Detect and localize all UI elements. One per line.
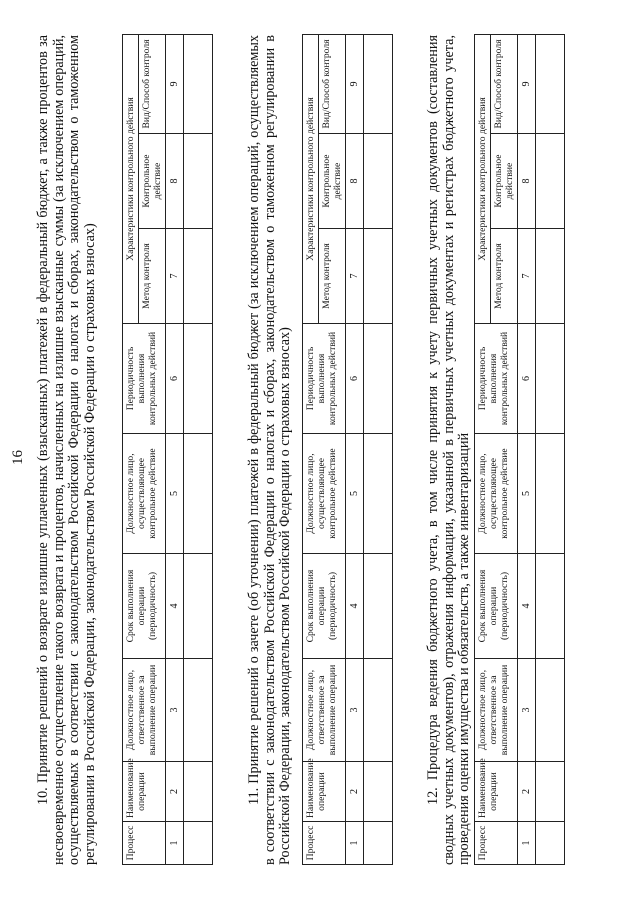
column-number: 2 bbox=[346, 762, 364, 822]
empty-cell bbox=[184, 434, 213, 554]
empty-cell bbox=[364, 34, 393, 133]
header-type: Вид/Способ контроля bbox=[491, 34, 518, 133]
empty-cell bbox=[364, 229, 393, 324]
empty-cell bbox=[184, 134, 213, 229]
column-number: 7 bbox=[166, 229, 184, 324]
column-number: 8 bbox=[518, 134, 536, 229]
column-number: 9 bbox=[346, 34, 364, 133]
empty-cell bbox=[184, 229, 213, 324]
column-number: 5 bbox=[346, 434, 364, 554]
column-number: 3 bbox=[518, 659, 536, 762]
column-number: 3 bbox=[346, 659, 364, 762]
empty-cell bbox=[536, 434, 565, 554]
section-11-text: 11. Принятие решений о зачете (об уточнении) платежей в федеральный бюджет (за исключением операций, осуществляемых в соответствии с законодательством Российской Федерации о налогах и сборах, законодательством о таможенном регулировании в Российской Федерации, законодательством Российской Федерации о страховых взносах) bbox=[246, 35, 294, 865]
header-operation-name: Наименование операции bbox=[303, 762, 346, 822]
header-deadline: Срок выполнения операции (периодичность) bbox=[123, 554, 166, 659]
empty-cell bbox=[364, 434, 393, 554]
header-action: Контрольное действие bbox=[491, 134, 518, 229]
column-number: 4 bbox=[518, 554, 536, 659]
header-frequency: Периодичность выполнения контрольных действий bbox=[123, 324, 166, 434]
empty-cell bbox=[364, 134, 393, 229]
empty-cell bbox=[364, 762, 393, 822]
column-number: 6 bbox=[346, 324, 364, 434]
section-12-text: 12. Процедура ведения бюджетного учета, в том числе принятия к учету первичных учетных документов (составления сводных учетных документов), отражения информации, указанной в первичных учетных документах и регистрах бюджетного учета, проведения оценки имущества и обязательств, а также инвентаризаций bbox=[425, 35, 473, 865]
empty-cell bbox=[536, 554, 565, 659]
header-method: Метод контроля bbox=[139, 229, 166, 324]
column-number: 8 bbox=[166, 134, 184, 229]
empty-cell bbox=[364, 324, 393, 434]
control-table-section-11 bbox=[302, 34, 393, 865]
column-number: 2 bbox=[166, 762, 184, 822]
header-controller: Должностное лицо, осуществляющее контрольное действие bbox=[475, 434, 518, 554]
header-characteristics: Характеристики контрольного действия bbox=[123, 34, 139, 323]
control-table-section-12 bbox=[474, 34, 565, 865]
empty-cell bbox=[364, 659, 393, 762]
empty-cell bbox=[184, 34, 213, 133]
column-number: 1 bbox=[346, 822, 364, 865]
column-number: 6 bbox=[166, 324, 184, 434]
control-table-section-10 bbox=[122, 34, 213, 865]
empty-cell bbox=[536, 822, 565, 865]
column-number: 5 bbox=[518, 434, 536, 554]
header-responsible: Должностное лицо, ответственное за выполнение операции bbox=[475, 659, 518, 762]
header-controller: Должностное лицо, осуществляющее контрольное действие bbox=[123, 434, 166, 554]
column-number: 6 bbox=[518, 324, 536, 434]
header-process: Процесс bbox=[303, 822, 346, 865]
column-number: 5 bbox=[166, 434, 184, 554]
empty-cell bbox=[536, 324, 565, 434]
header-type: Вид/Способ контроля bbox=[319, 34, 346, 133]
header-operation-name: Наименование операции bbox=[123, 762, 166, 822]
empty-cell bbox=[536, 229, 565, 324]
header-characteristics: Характеристики контрольного действия bbox=[475, 34, 491, 323]
header-process: Процесс bbox=[475, 822, 518, 865]
column-number: 3 bbox=[166, 659, 184, 762]
header-action: Контрольное действие bbox=[319, 134, 346, 229]
column-number: 9 bbox=[518, 34, 536, 133]
empty-cell bbox=[536, 659, 565, 762]
header-action: Контрольное действие bbox=[139, 134, 166, 229]
column-number: 4 bbox=[346, 554, 364, 659]
empty-cell bbox=[364, 822, 393, 865]
column-number: 2 bbox=[518, 762, 536, 822]
header-characteristics: Характеристики контрольного действия bbox=[303, 34, 319, 323]
column-number: 1 bbox=[518, 822, 536, 865]
empty-cell bbox=[184, 324, 213, 434]
column-number: 4 bbox=[166, 554, 184, 659]
header-type: Вид/Способ контроля bbox=[139, 34, 166, 133]
empty-cell bbox=[536, 762, 565, 822]
column-number: 7 bbox=[518, 229, 536, 324]
empty-cell bbox=[536, 134, 565, 229]
empty-cell bbox=[184, 822, 213, 865]
header-method: Метод контроля bbox=[491, 229, 518, 324]
header-deadline: Срок выполнения операции (периодичность) bbox=[475, 554, 518, 659]
column-number: 8 bbox=[346, 134, 364, 229]
header-responsible: Должностное лицо, ответственное за выполнение операции bbox=[123, 659, 166, 762]
header-frequency: Периодичность выполнения контрольных действий bbox=[475, 324, 518, 434]
header-controller: Должностное лицо, осуществляющее контрольное действие bbox=[303, 434, 346, 554]
empty-cell bbox=[184, 554, 213, 659]
column-number: 9 bbox=[166, 34, 184, 133]
empty-cell bbox=[184, 659, 213, 762]
column-number: 7 bbox=[346, 229, 364, 324]
header-deadline: Срок выполнения операции (периодичность) bbox=[303, 554, 346, 659]
column-number: 1 bbox=[166, 822, 184, 865]
page-number: 16 bbox=[10, 450, 26, 465]
header-process: Процесс bbox=[123, 822, 166, 865]
header-operation-name: Наименование операции bbox=[475, 762, 518, 822]
header-responsible: Должностное лицо, ответственное за выполнение операции bbox=[303, 659, 346, 762]
header-frequency: Периодичность выполнения контрольных действий bbox=[303, 324, 346, 434]
empty-cell bbox=[184, 762, 213, 822]
empty-cell bbox=[364, 554, 393, 659]
section-10-text: 10. Принятие решений о возврате излишне уплаченных (взысканных) платежей в федеральный бюджет, а также процентов за несвоевременное осуществление такого возврата и процентов, начисленных на излишне взысканные суммы (за исключением операций, осуществляемых в соответствии с законодательством Российской Федерации о налогах и сборах, законодательством о таможенном регулировании в Российской Федерации, законодательством Российской Федерации о страховых взносах) bbox=[35, 35, 98, 865]
empty-cell bbox=[536, 34, 565, 133]
header-method: Метод контроля bbox=[319, 229, 346, 324]
